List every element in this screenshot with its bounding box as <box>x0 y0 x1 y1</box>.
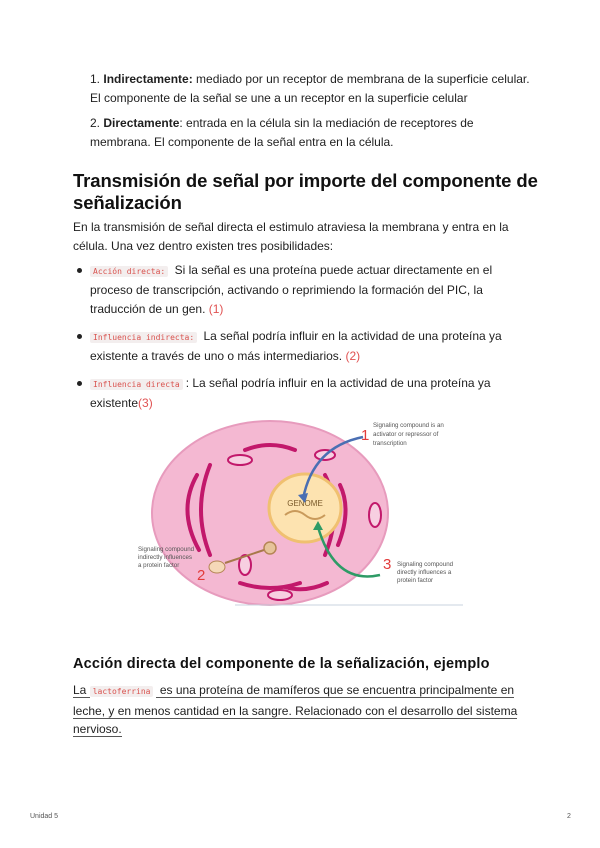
section-title: Transmisión de señal por importe del componente de señalización <box>73 170 538 213</box>
example-paragraph <box>73 681 528 739</box>
bullet-item <box>90 374 520 413</box>
bullet-text: La señal podría influir en la actividad de una proteína ya existente a través de uno o más intermediarios. <box>90 329 502 363</box>
label-1-line: transcription <box>373 440 407 447</box>
list-term: Indirectamente: <box>103 72 193 86</box>
example-prefix: La <box>73 683 90 697</box>
bullet-text: : La señal podría influir en la actividad de una proteína ya existente <box>90 376 491 410</box>
label-1-line: activator or repressor of <box>373 431 439 438</box>
example-text: es una proteína de mamíferos que se encuentra principalmente en leche, y en menos cantidad en la sangre. Relacionado con el desarrollo del sistema nervioso. <box>73 683 518 736</box>
bullet-list <box>90 261 520 421</box>
genome-label: GENOME <box>287 499 323 508</box>
label-1-line: Signaling compound is an <box>373 422 444 429</box>
inline-code: Acción directa: <box>90 266 168 277</box>
bullet-item <box>90 261 520 319</box>
nucleus <box>269 474 341 542</box>
reference-link[interactable]: (2) <box>345 349 361 363</box>
label-3-line: Signaling compound <box>397 561 454 568</box>
footer-unit: Unidad 5 <box>30 813 59 820</box>
list-item <box>90 114 530 152</box>
list-number: 1. <box>90 72 101 86</box>
label-3-line: protein factor <box>397 577 434 584</box>
page-number: 2 <box>567 813 571 820</box>
label-2-line: Signaling compound <box>138 546 195 553</box>
list-item <box>90 70 530 108</box>
signal-molecule <box>264 542 276 554</box>
intro-paragraph: En la transmisión de señal directa el estimulo atraviesa la membrana y entra en la célula. Una vez dentro existen tres posibilidades: <box>73 220 509 253</box>
reference-link[interactable]: (3) <box>138 396 153 410</box>
label-2-line: a protein factor <box>138 562 180 569</box>
label-2-line: indirectly influences <box>138 554 192 561</box>
inline-code: Influencia directa <box>90 379 183 390</box>
list-text: mediado por un receptor de membrana de la superficie celular. El componente de la señal se une a un receptor en la superficie celular <box>90 72 530 105</box>
list-text: : entrada en la célula sin la mediación de receptores de membrana. El componente de la señal entra en la célula. <box>90 116 474 149</box>
reference-link[interactable]: (1) <box>208 302 224 316</box>
label-3-number: 3 <box>383 556 392 573</box>
list-term: Directamente <box>103 116 180 130</box>
bullet-text: Si la señal es una proteína puede actuar directamente en el proceso de transcripción, activando o reprimiendo la formación del PIC, la traducción de un gen. <box>90 263 493 316</box>
bullet-item <box>90 327 520 366</box>
numbered-list <box>90 70 530 158</box>
cell-signaling-figure <box>135 415 465 610</box>
label-3-line: directly influences a <box>397 569 452 576</box>
protein-factor <box>209 561 225 573</box>
list-number: 2. <box>90 116 101 130</box>
subsection-title: Acción directa del componente de la señalización, ejemplo <box>73 656 490 672</box>
label-1-number: 1 <box>361 427 370 444</box>
inline-code: Influencia indirecta: <box>90 332 197 343</box>
label-2-number: 2 <box>197 567 206 584</box>
inline-code: lactoferrina <box>90 686 154 697</box>
